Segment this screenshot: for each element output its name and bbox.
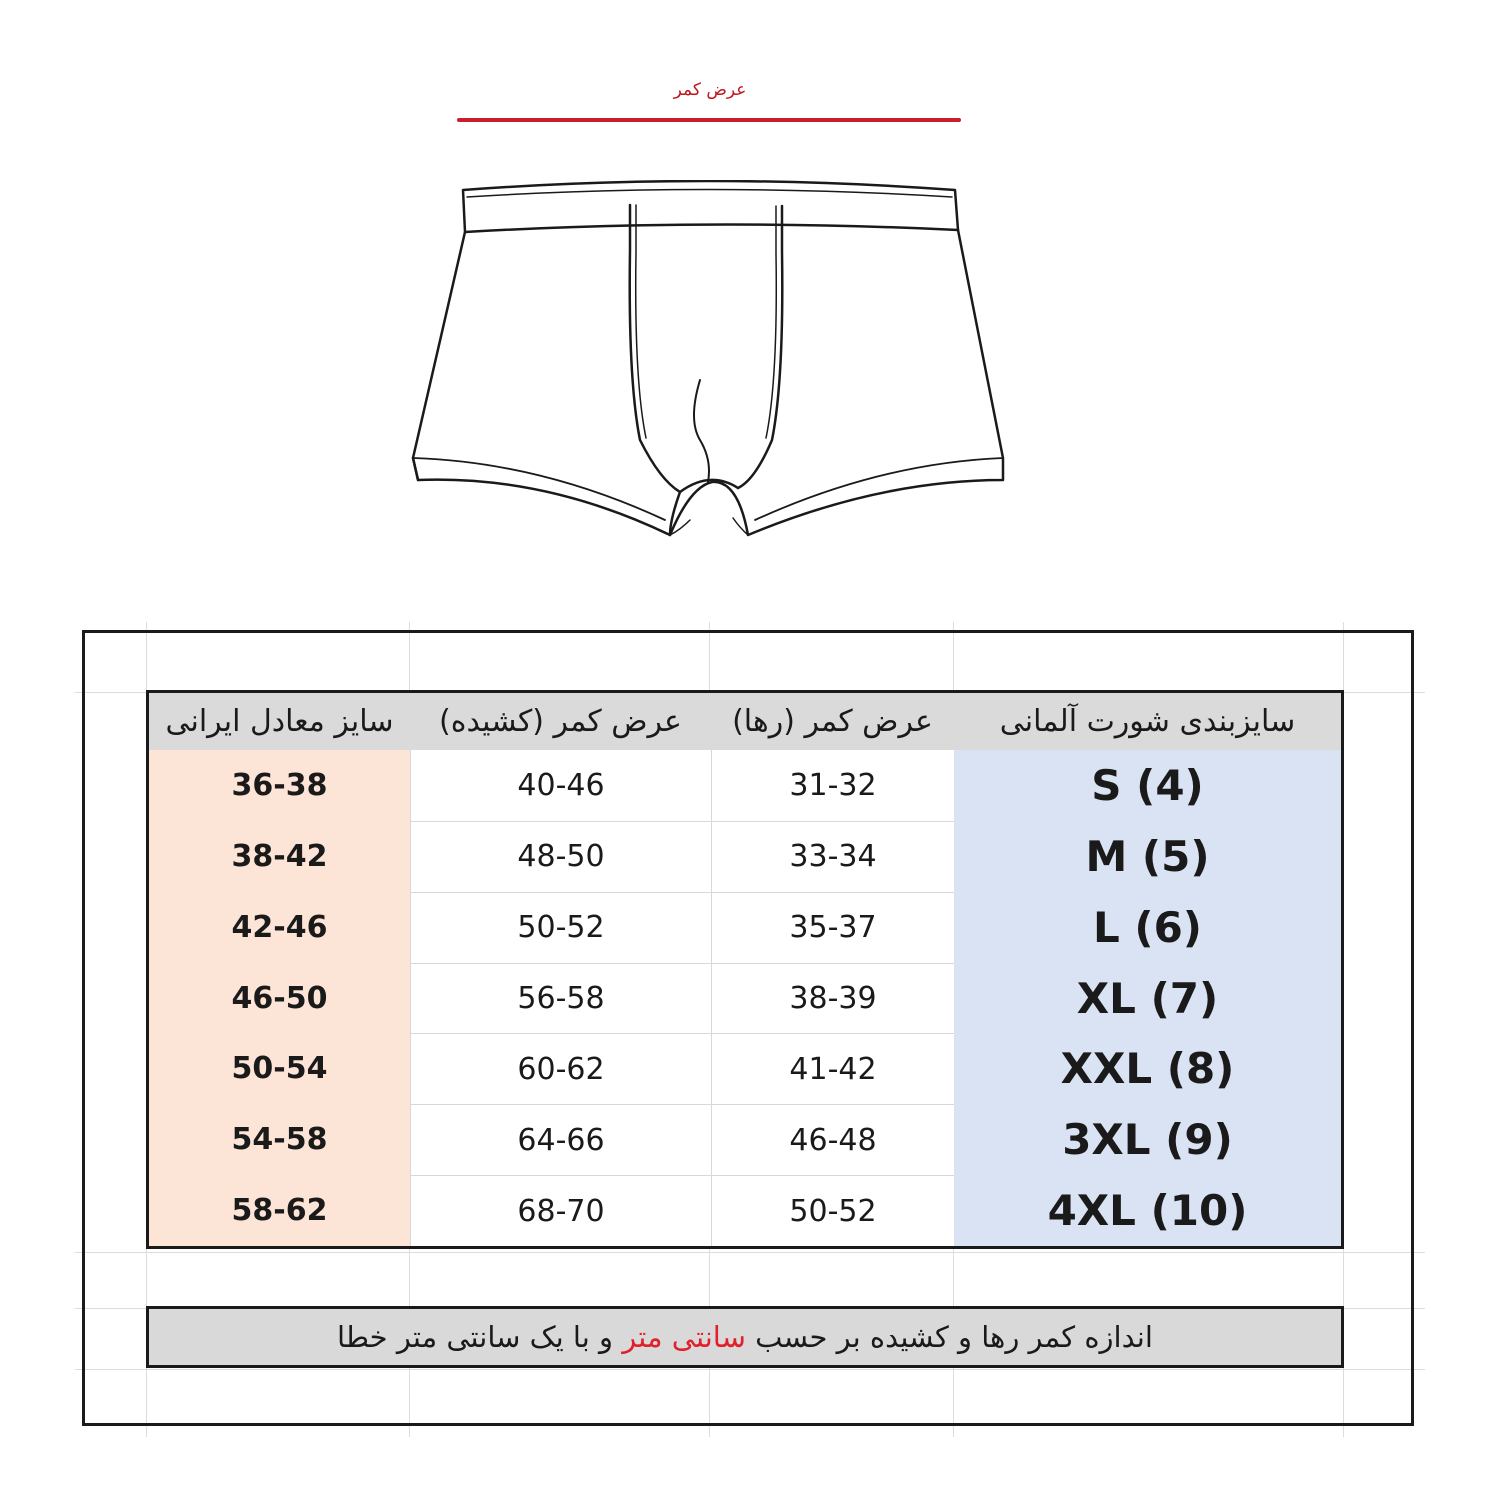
- waist-stretched-value: 60-62: [517, 1051, 605, 1087]
- waistband-stitch: [467, 190, 952, 198]
- header-cell: [954, 693, 1341, 750]
- table-row: [149, 821, 1341, 892]
- waist-relaxed-value: 46-48: [789, 1122, 877, 1158]
- waist-stretched-cell: [410, 892, 711, 963]
- measurement-note: [146, 1306, 1344, 1368]
- waist-width-label: عرض کمر: [673, 80, 747, 100]
- waist-relaxed-cell: [711, 1175, 954, 1246]
- table-row: [149, 750, 1341, 821]
- waist-relaxed-cell: [711, 750, 954, 821]
- waist-stretched-cell: [410, 963, 711, 1034]
- german-size-value: XL (7): [1076, 973, 1219, 1023]
- german-size-value: S (4): [1091, 760, 1204, 810]
- shorts-body-outline: [413, 230, 1003, 535]
- header-waist-stretched: عرض کمر (کشیده): [439, 704, 682, 739]
- header-german-size: سایزبندی شورت آلمانی: [999, 704, 1296, 739]
- iranian-size-value: 42-46: [231, 909, 328, 945]
- waist-relaxed-cell: [711, 892, 954, 963]
- german-size-cell: [954, 963, 1341, 1034]
- waist-relaxed-cell: [711, 821, 954, 892]
- boxer-shorts-illustration: [405, 180, 1015, 550]
- left-leg-edge: [413, 458, 418, 480]
- waist-relaxed-cell: [711, 1033, 954, 1104]
- iranian-size-value: 58-62: [231, 1193, 328, 1229]
- table-row: [149, 892, 1341, 963]
- table-row: [149, 1033, 1341, 1104]
- waistband-shape: [463, 181, 958, 232]
- table-row: [149, 963, 1341, 1034]
- waist-relaxed-value: 33-34: [789, 839, 877, 875]
- header-iranian-size: سایز معادل ایرانی: [165, 704, 394, 739]
- right-leg-hem: [755, 458, 1003, 520]
- size-chart-table: [146, 690, 1344, 1249]
- note-text-before: اندازه کمر رها و کشیده بر حسب: [755, 1320, 1153, 1354]
- iranian-size-cell: [149, 821, 410, 892]
- waist-stretched-value: 48-50: [517, 839, 605, 875]
- note-text-after: و با یک سانتی متر خطا: [337, 1320, 614, 1354]
- iranian-size-value: 54-58: [231, 1122, 328, 1158]
- german-size-cell: [954, 892, 1341, 963]
- german-size-cell: [954, 1104, 1341, 1175]
- german-size-cell: [954, 1033, 1341, 1104]
- waist-stretched-value: 64-66: [517, 1122, 605, 1158]
- iranian-size-cell: [149, 1175, 410, 1246]
- note-unit-highlight: سانتی متر: [622, 1320, 746, 1354]
- german-size-value: XXL (8): [1060, 1044, 1235, 1094]
- iranian-size-cell: [149, 892, 410, 963]
- waist-measure-line: [457, 118, 961, 122]
- waist-relaxed-value: 31-32: [789, 767, 877, 803]
- iranian-size-cell: [149, 750, 410, 821]
- waist-stretched-cell: [410, 821, 711, 892]
- waist-stretched-cell: [410, 1104, 711, 1175]
- iranian-size-value: 46-50: [231, 980, 328, 1016]
- waist-relaxed-value: 38-39: [789, 981, 877, 1016]
- german-size-value: 3XL (9): [1062, 1115, 1233, 1165]
- waist-stretched-cell: [410, 1033, 711, 1104]
- header-cell: [149, 693, 410, 750]
- pouch-right-stitch: [766, 206, 776, 438]
- iranian-size-cell: [149, 963, 410, 1034]
- waist-relaxed-value: 41-42: [789, 1051, 877, 1087]
- german-size-cell: [954, 821, 1341, 892]
- german-size-cell: [954, 750, 1341, 821]
- waist-stretched-cell: [410, 750, 711, 821]
- fly-curve: [694, 380, 709, 482]
- iranian-size-cell: [149, 1104, 410, 1175]
- waist-stretched-value: 50-52: [517, 910, 605, 946]
- header-waist-relaxed: عرض کمر (رها): [732, 704, 933, 739]
- waist-stretched-value: 40-46: [517, 767, 605, 803]
- german-size-value: 4XL (10): [1047, 1186, 1248, 1236]
- german-size-cell: [954, 1175, 1341, 1246]
- pouch-left-stitch: [636, 205, 646, 438]
- waist-relaxed-cell: [711, 1104, 954, 1175]
- header-cell: [711, 693, 954, 750]
- waist-stretched-value: 68-70: [517, 1193, 605, 1229]
- german-size-value: L (6): [1093, 902, 1202, 952]
- waist-relaxed-value: 35-37: [789, 910, 877, 946]
- iranian-size-value: 36-38: [231, 767, 328, 803]
- waist-relaxed-cell: [711, 963, 954, 1034]
- iranian-size-value: 38-42: [231, 838, 328, 874]
- table-row: [149, 1175, 1341, 1246]
- iranian-size-cell: [149, 1033, 410, 1104]
- header-cell: [410, 693, 711, 750]
- waist-relaxed-value: 50-52: [789, 1193, 877, 1229]
- table-row: [149, 1104, 1341, 1175]
- waist-stretched-value: 56-58: [517, 981, 605, 1016]
- german-size-value: M (5): [1085, 831, 1210, 881]
- table-header-row: [149, 693, 1341, 750]
- iranian-size-value: 50-54: [231, 1051, 328, 1087]
- waist-stretched-cell: [410, 1175, 711, 1246]
